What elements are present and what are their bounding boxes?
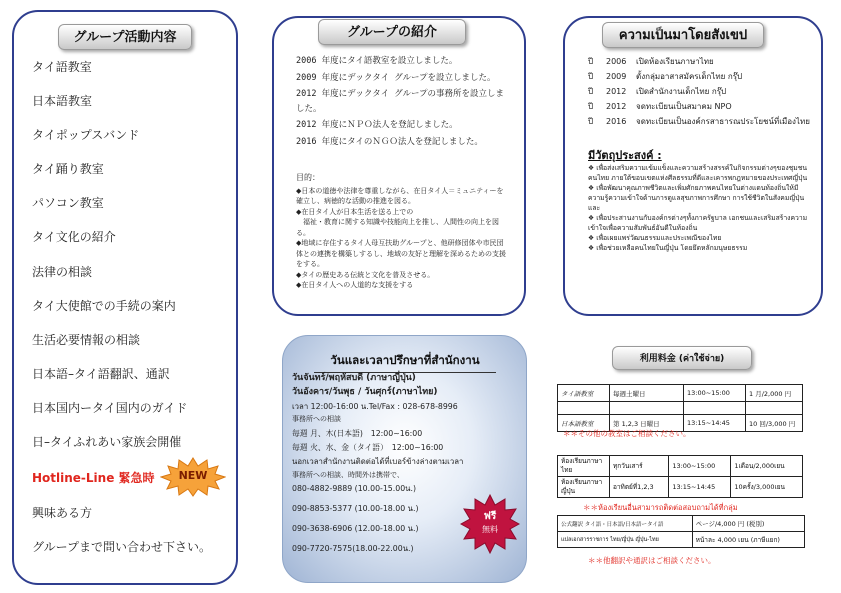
intro-paragraph: 2016 年度にタイのＮＧＯ法人を登記しました。 — [296, 136, 483, 147]
fee-table-translation — [557, 515, 805, 548]
hotline-label: Hotline-Line 緊急時 — [32, 471, 155, 485]
purpose-item: ◆地域に存住するタイ人母互扶助グループと、他研修団体や市民団体との連携を構築しするし、地域の友好と理解を深めるための支援をする。 — [296, 239, 506, 268]
list-item: タイ文化の紹介 — [32, 230, 116, 244]
list-item: 日本国内ータイ国内のガイド — [32, 401, 188, 415]
history-list — [588, 54, 814, 129]
history-row: ปี 2009 ตั้งกลุ่มอาสาสมัครเด็กไทย กรุ๊ป — [588, 72, 743, 81]
list-item: 興味ある方 — [32, 506, 93, 520]
office-line: 事務所への相談 — [292, 415, 341, 424]
table-row: ห้องเรียนภาษาญี่ปุ่น อาทิตย์ที่1,2,3 13:15~14:45 10ครั้ง/3,000เยน — [558, 477, 803, 498]
fee-table-thai — [557, 455, 803, 498]
office-line: วันจันทร์/พฤหัสบดี (ภาษาญี่ปุ่น) — [292, 373, 416, 383]
table-row: 公式翻訳 タイ語・日本語/日本語ータイ語 ページ/4,000 円 (税別) — [558, 516, 805, 532]
purpose-item: ◆在日タイ人への人道的な支援をする — [296, 281, 414, 289]
list-item: タイポップスバンド — [32, 128, 140, 142]
office-line: 毎週 火、水、金（タイ語） 12:00~16:00 — [292, 442, 444, 452]
purpose-item: ◆タイの歴史ある伝統と文化を普及させる。 — [296, 270, 435, 279]
office-line: 毎週 月、木(日本語) 12:00~16:00 — [292, 429, 423, 439]
purpose-heading: 目的： — [296, 173, 320, 182]
list-item: 日–タイふれあい家族会開催 — [32, 435, 182, 449]
table-row: タイ語教室 毎週土曜日 13:00~15:00 1 月/2,000 円 — [558, 385, 803, 402]
objective-item: ❖ เพื่อช่วยเหลือคนไทยในญี่ปุ่น โดยยึดหลักมนุษยธรรม — [588, 244, 748, 252]
table-row: 日本語教室 第 1,2,3 日曜日 13:15~14:45 10 回/3,000 円 — [558, 415, 803, 432]
intro-paragraph: 2012 年度にＮＰＯ法人を登記しました。 — [296, 120, 458, 130]
list-item: 日本語–タイ語翻訳、通訳 — [32, 367, 170, 381]
fee-table-japanese — [557, 384, 803, 432]
table-row: แปลเอกสารราชการ ไทย/ญี่ปุ่น ญี่ปุ่น-ไทย หน้าละ 4,000 เยน (ภาษีแยก) — [558, 532, 805, 548]
list-item: パソコン教室 — [32, 196, 104, 210]
objective-item: ❖ เพื่อเผยแพร่วัฒนธรรมและประเพณีของไทย — [588, 234, 722, 242]
new-badge-label: NEW — [178, 469, 208, 482]
objective-item: ❖ เพื่อพัฒนาคุณภาพชีวิตและเพิ่มศักยภาพคนไทยในต่างแดนท้องถิ่นให้มีความรู้ความเข้าใจด้านการดูแลสุขภาพการศึกษา การใช้ชีวิตในสังคมญี่ปุ่นและ — [588, 184, 805, 212]
list-item: タイ語教室 — [32, 60, 92, 74]
history-row: ปี 2006 เปิดห้องเรียนภาษาไทย — [588, 57, 714, 66]
intro-paragraph: 2009 年度にデックタイ グループを設立しました。 — [296, 72, 496, 83]
office-line: นอกเวลาสำนักงานติดต่อได้ที่เบอร์ข้างล่างตามเวลา — [292, 456, 464, 466]
list-item: 生活必要情報の相談 — [32, 333, 141, 347]
list-item: グループまで問い合わせ下さい。 — [32, 540, 212, 554]
intro-history — [296, 54, 510, 151]
list-item: タイ大使館での手続の案内 — [32, 299, 176, 313]
objective-item: ❖ เพื่อส่งเสริมความเข้มแข็งและความสร้างสรรค์ในกิจกรรมต่างๆของชุมชนคนไทย ภายใต้ขอบเขตแห่งศีลธรรมที่ดีและเคารพกฎหมายของประเทศญี่ปุ่น — [588, 164, 808, 182]
purpose-list — [296, 173, 510, 291]
list-item: タイ踊り教室 — [32, 162, 104, 176]
list-item: 法律の相談 — [32, 265, 93, 279]
history-row: ปี 2012 เปิดสำนักงานเด็กไทย กรุ๊ป — [588, 87, 727, 96]
objectives-heading: มีวัตถุประสงค์ : — [588, 149, 662, 162]
fee-note: ＊＊その他の教室はご相談ください。 — [563, 429, 691, 438]
table-row — [558, 402, 803, 415]
new-badge — [160, 457, 226, 497]
phone-number: 090-3638-6906 (12.00-18.00 น.) — [292, 523, 419, 533]
intro-paragraph: 2012 年度にデックタイ グループの事務所を設立しました。 — [296, 89, 505, 114]
purpose-item: ◆日本の道徳や法律を尊重しながら、在日タイ人＝ミュニティーを確立し、病徳的な活動の推進を図る。 — [296, 186, 504, 205]
phone-number: 080-4882-9889 (10.00-15.00น.) — [292, 484, 417, 494]
list-item: 日本語教室 — [32, 94, 93, 108]
fees-title: 利用料金 (ค่าใช้จ่าย) — [612, 346, 752, 370]
history-row: ปี 2016 จดทะเบียนเป็นองค์กรสาธารณประโยชน์ที่เมืองไทย — [588, 117, 810, 126]
free-label-ja: 無料 — [482, 525, 498, 534]
intro-title: グループの紹介 — [318, 19, 466, 45]
purpose-item: ◆在日タイ人が日本生活を送る上での — [296, 207, 414, 216]
office-line: เวลา 12:00-16:00 น.Tel/Fax : 028-678-8996 — [292, 401, 458, 411]
office-line: 事務所への相談、時間外は携帯で、 — [292, 470, 404, 479]
free-badge — [460, 494, 520, 554]
fee-note: ＊＊他翻訳や通訳はご相談ください。 — [588, 556, 716, 565]
history-title: ความเป็นมาโดยสังเขป — [602, 22, 764, 48]
table-row: ห้องเรียนภาษาไทย ทุกวันเสาร์ 13:00~15:00 1เดือน/2,000เยน — [558, 456, 803, 477]
phone-number: 090-7720-7575(18.00-22.00น.) — [292, 543, 414, 553]
history-row: ปี 2012 จดทะเบียนเป็นสมาคม NPO — [588, 102, 732, 111]
phone-number: 090-8853-5377 (10.00-18.00 น.) — [292, 504, 419, 514]
fee-note: ＊＊ห้องเรียนอื่นสามารถติดต่อสอบถามได้ที่กลุ่ม — [583, 503, 738, 512]
activities-title: グループ活動内容 — [58, 24, 192, 50]
office-line: วันอังคาร/วันพุธ / วันศุกร์(ภาษาไทย) — [292, 386, 438, 397]
purpose-item: 福祉・教育に関する知識や技能向上を推し、人間性の向上を図る。 — [296, 218, 499, 237]
free-label-th: ฟรี — [483, 511, 497, 522]
intro-paragraph: 2006 年度にタイ語教室を設立しました。 — [296, 56, 458, 66]
office-hours-title: วันและเวลาปรึกษาที่สำนักงาน — [292, 352, 518, 370]
objective-item: ❖ เพื่อประสานงานกับองค์กรต่างๆทั้งภาครัฐบาล เอกชนและเสริมสร้างความเข้าใจเพื่อความสัมพันธ์อันดีในท้องถิ่น — [588, 214, 808, 232]
objectives-list — [588, 163, 814, 253]
